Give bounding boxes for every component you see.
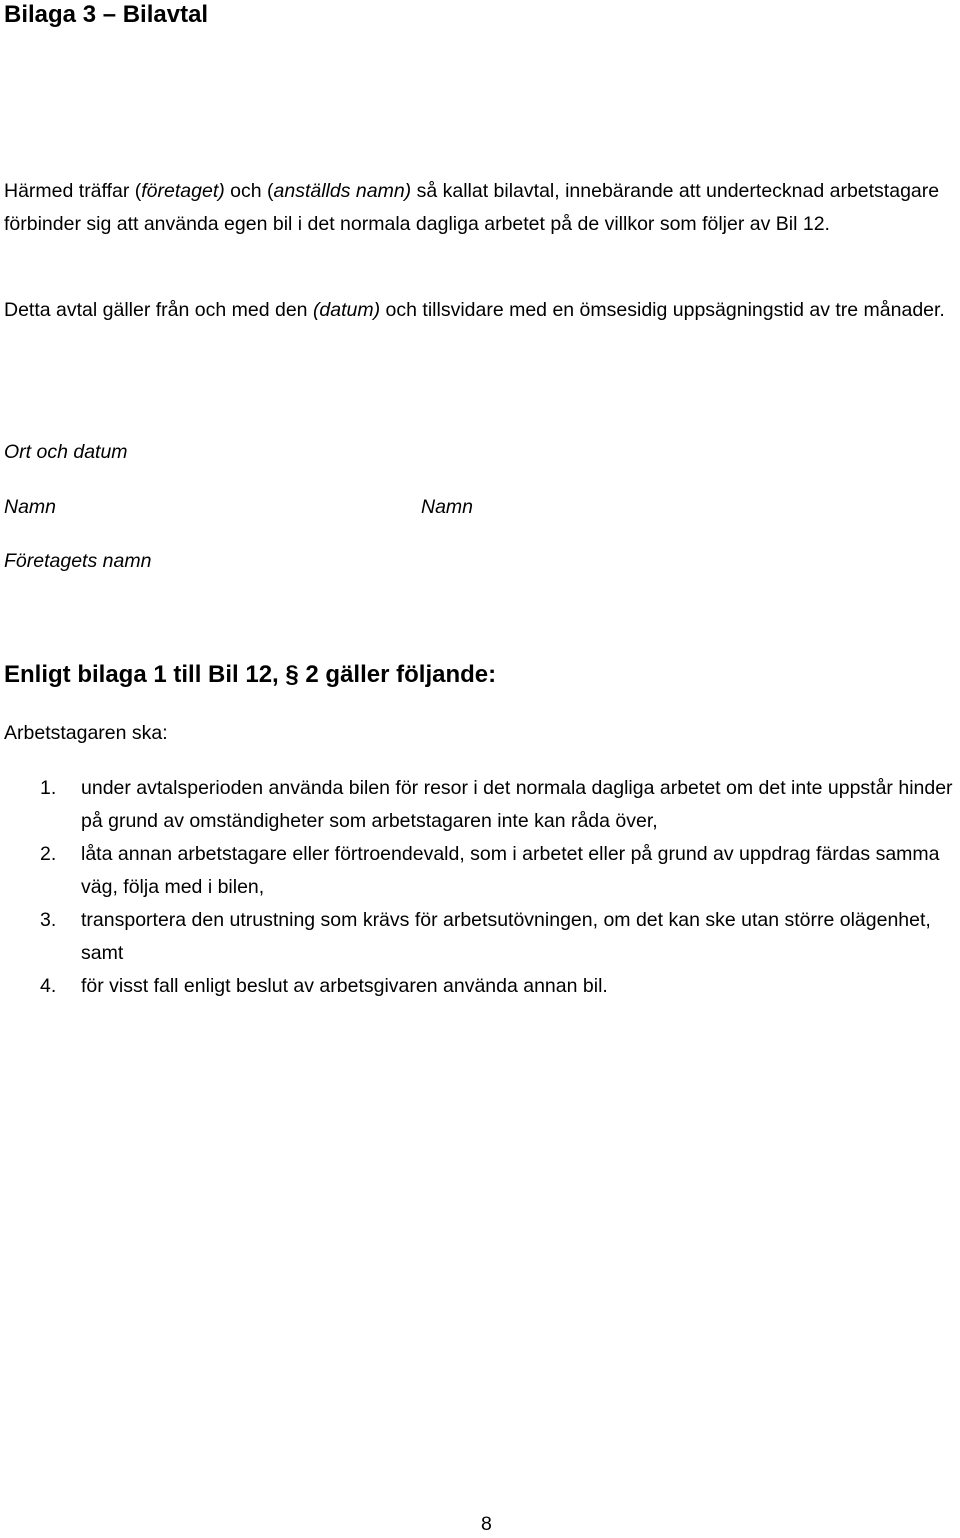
page-number: 8 bbox=[481, 1513, 492, 1535]
list-item-number: 1. bbox=[40, 777, 57, 799]
paragraph-text: och tillsvidare med en ömsesidig uppsägningstid av tre månader. bbox=[380, 299, 945, 321]
list-item-number: 4. bbox=[40, 975, 57, 997]
paragraph-text: och ( bbox=[224, 180, 274, 202]
place-and-date-label: Ort och datum bbox=[4, 441, 128, 463]
section-heading: Enligt bilaga 1 till Bil 12, § 2 gäller följande: bbox=[4, 661, 497, 688]
obligations-list bbox=[0, 772, 960, 1003]
list-item bbox=[0, 970, 959, 1003]
list-item-text: för visst fall enligt beslut av arbetsgivaren använda annan bil. bbox=[81, 975, 608, 997]
company-placeholder: företaget) bbox=[141, 180, 225, 202]
signature-name-left: Namn bbox=[4, 496, 57, 518]
list-item-text: låta annan arbetstagare eller förtroendevald, som i arbetet eller på grund av uppdrag färdas samma väg, följa med i bilen, bbox=[81, 843, 940, 898]
paragraph-text: Härmed träffar ( bbox=[4, 180, 142, 202]
list-item-number: 3. bbox=[40, 909, 57, 931]
paragraph-text: Detta avtal gäller från och med den bbox=[4, 299, 313, 321]
list-item bbox=[0, 772, 959, 838]
document-title: Bilaga 3 – Bilavtal bbox=[4, 1, 209, 28]
list-item bbox=[0, 838, 959, 904]
section-intro: Arbetstagaren ska: bbox=[4, 722, 168, 744]
company-name-label: Företagets namn bbox=[4, 550, 152, 572]
date-placeholder: (datum) bbox=[312, 299, 381, 321]
employee-name-placeholder: anställds namn) bbox=[273, 180, 412, 202]
list-item-text: under avtalsperioden använda bilen för resor i det normala dagliga arbetet om det inte uppstår hinder på grund av omständigheter som arbetstagaren inte kan råda över, bbox=[81, 777, 953, 832]
list-item-text: transportera den utrustning som krävs för arbetsutövningen, om det kan ske utan större olägenhet, samt bbox=[81, 909, 931, 964]
validity-paragraph bbox=[4, 294, 954, 327]
signature-name-right: Namn bbox=[421, 496, 474, 518]
list-item bbox=[0, 904, 959, 970]
list-item-number: 2. bbox=[40, 843, 57, 865]
paragraph-text: så kallat bilavtal, innebärande att undertecknad arbetstagare förbinder sig att använda egen bil i det normala dagliga arbetet på de villkor som följer av Bil 12. bbox=[4, 180, 940, 235]
agreement-paragraph bbox=[4, 175, 954, 241]
